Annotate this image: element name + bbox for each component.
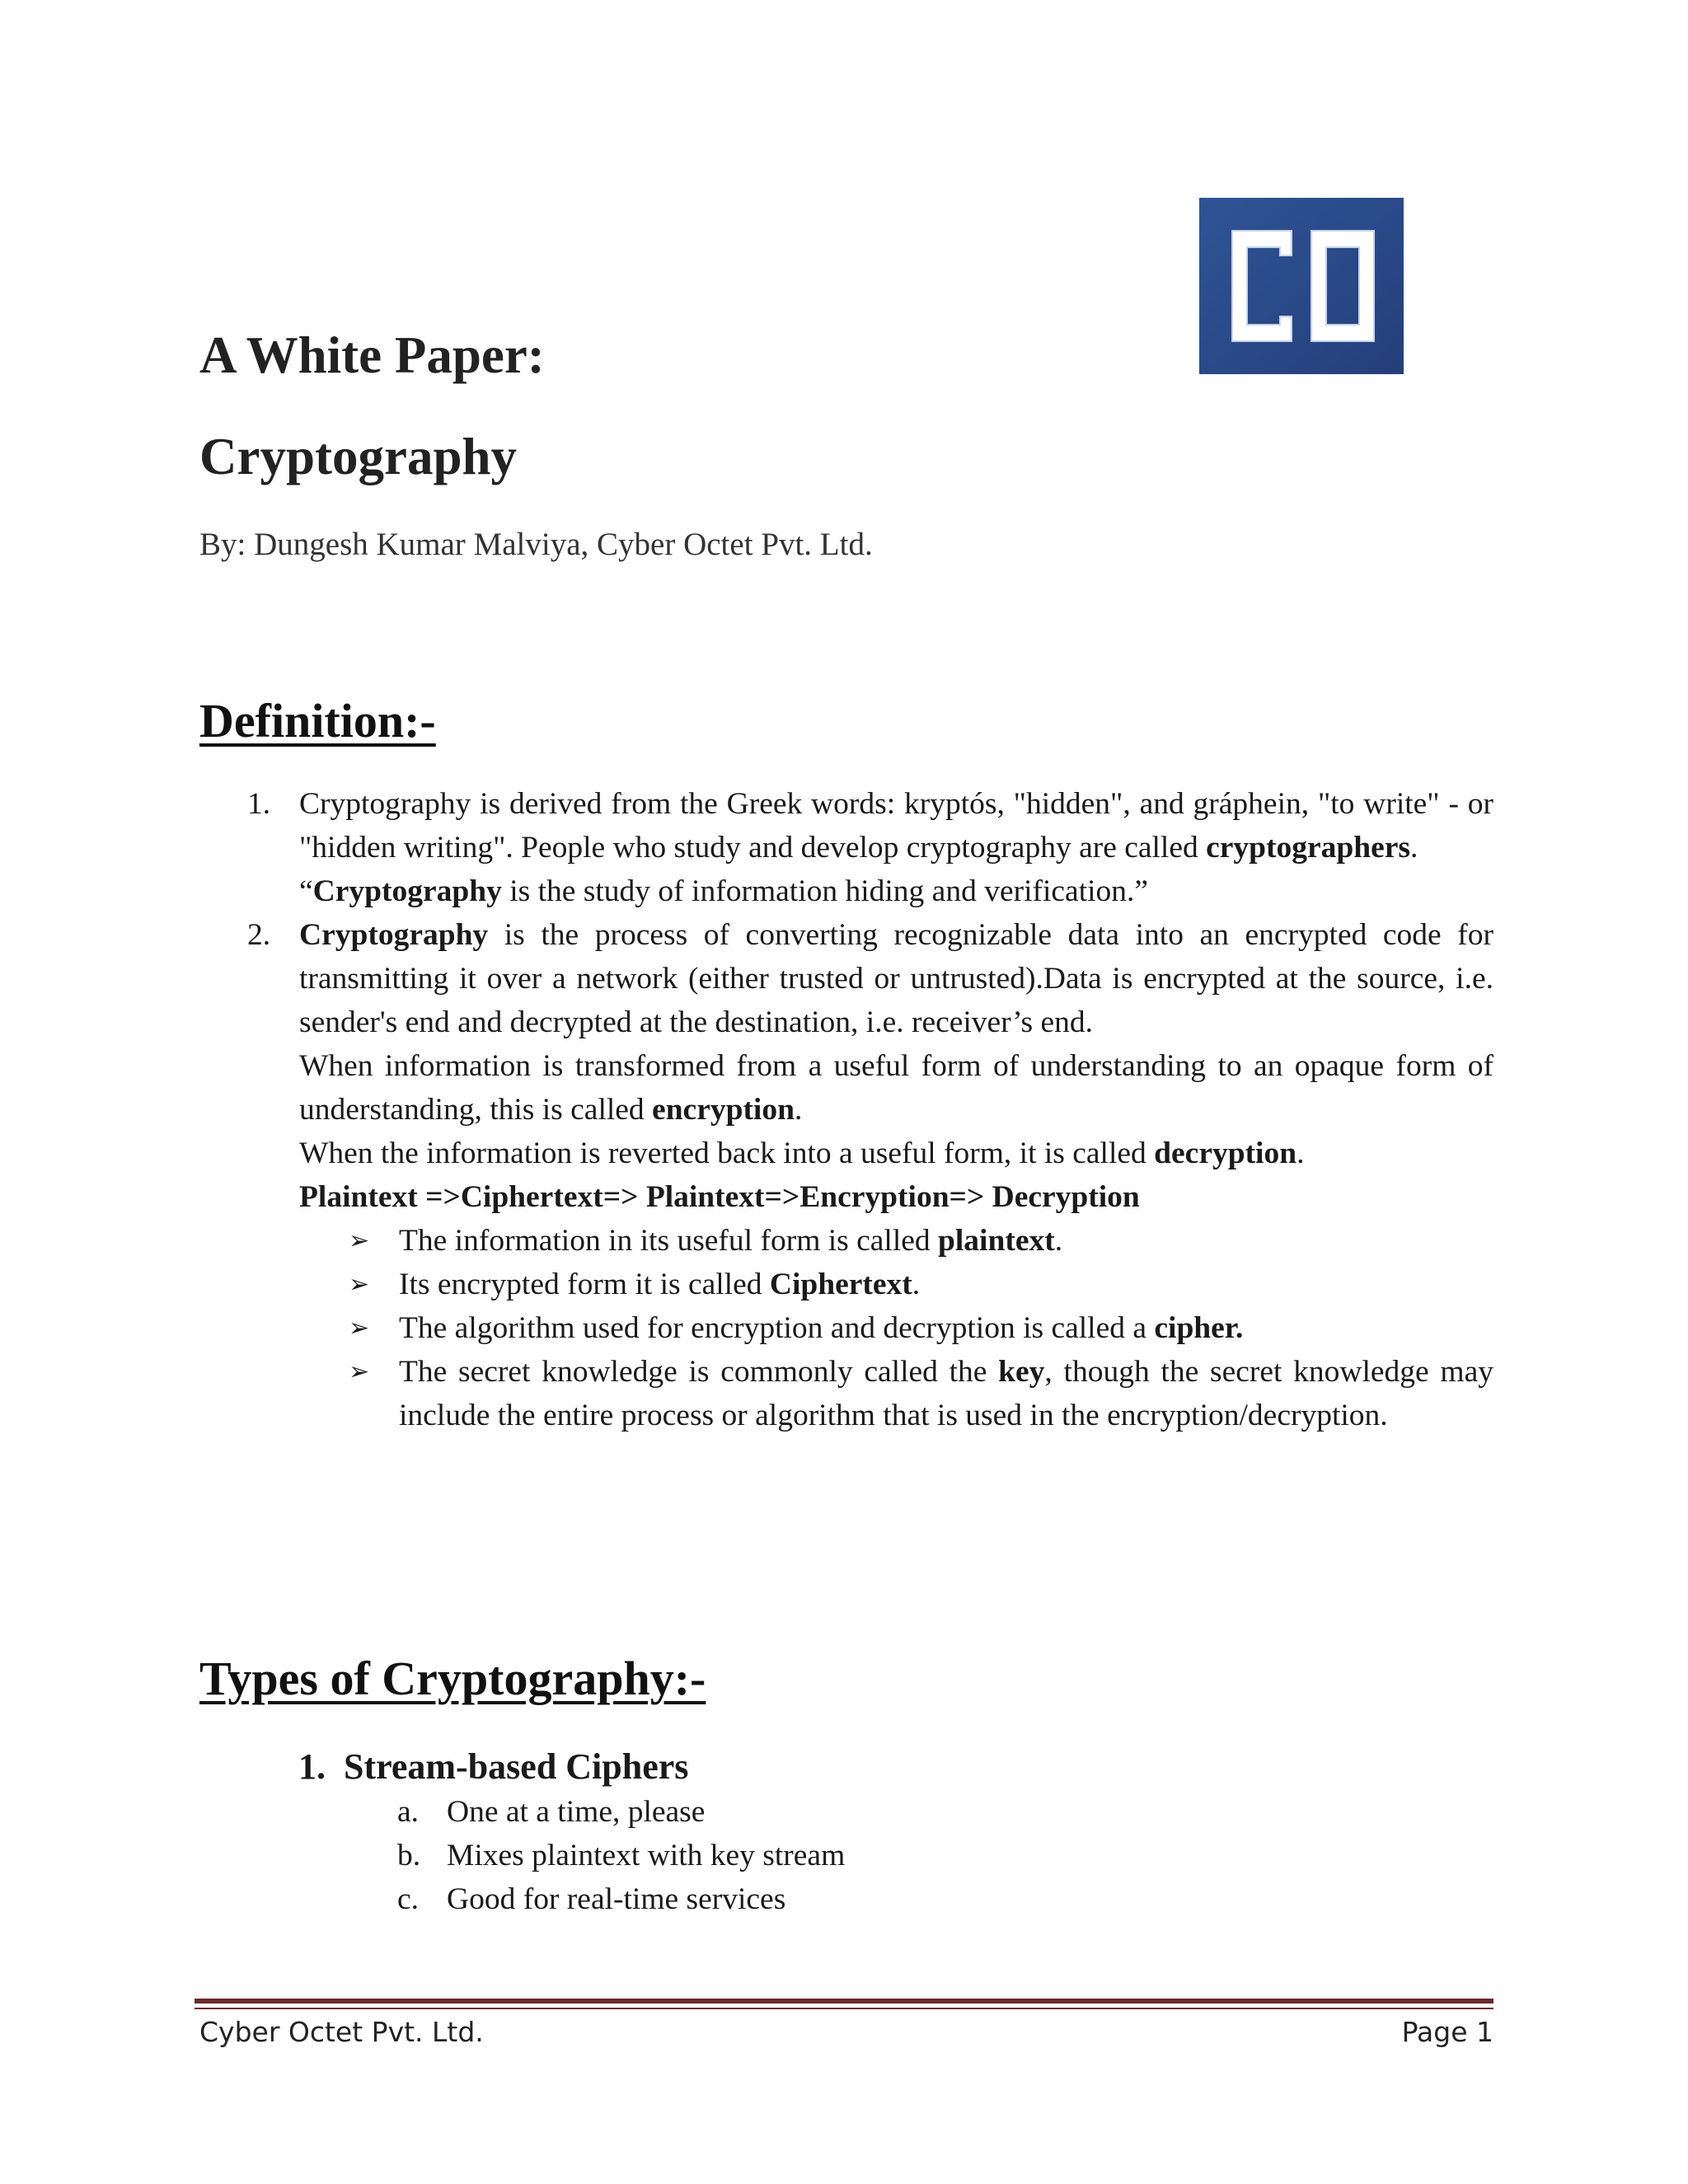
definition-item-1: [199, 782, 1493, 913]
bold-term: cipher.: [1154, 1311, 1244, 1345]
bullet-list: [299, 1219, 1493, 1437]
bullet-item-2: [299, 1263, 1493, 1306]
sub-text: One at a time, please: [447, 1795, 706, 1829]
definition-quote: [299, 869, 1493, 913]
arrow-bullet-icon: ➢: [349, 1270, 370, 1299]
bullet-text: The information in its useful form is called: [399, 1224, 939, 1258]
page-number: Page 1: [1401, 2016, 1493, 2048]
paragraph-text: When the information is reverted back into a useful form, it is called: [299, 1137, 1155, 1170]
types-item-title: [298, 1744, 1452, 1790]
author-byline: By: Dungesh Kumar Malviya, Cyber Octet Pvt. Ltd.: [199, 527, 873, 562]
sub-list: [298, 1790, 1452, 1921]
types-heading: Types of Cryptography:-: [199, 1652, 706, 1705]
bullet-text: , though the secret knowledge may include the entire process or algorithm that is used in the encryption/decryption.: [399, 1355, 1493, 1432]
encryption-paragraph: [299, 1044, 1493, 1132]
arrow-bullet-icon: ➢: [349, 1314, 370, 1343]
sub-item-a: [298, 1790, 1452, 1834]
bold-term: decryption: [1154, 1137, 1297, 1170]
sub-item-c: [298, 1877, 1452, 1921]
punctuation: .: [1296, 1137, 1305, 1170]
decryption-paragraph: [299, 1132, 1493, 1175]
list-number: 1.: [298, 1746, 326, 1787]
paper-title-line1: A White Paper:: [199, 326, 545, 384]
bold-term: Ciphertext: [769, 1268, 912, 1301]
definition-list: [199, 782, 1493, 1437]
bold-term: plaintext: [938, 1224, 1055, 1258]
paragraph-text: When information is transformed from a useful form of understanding to an opaque form of understanding, this is called: [299, 1049, 1493, 1127]
punctuation: .: [1054, 1224, 1063, 1258]
list-number: 1.: [247, 787, 271, 821]
footer-company: Cyber Octet Pvt. Ltd.: [199, 2016, 484, 2048]
paragraph-text: is the process of converting recognizable data into an encrypted code for transmitting it over a network (either trusted or untrusted).Data is encrypted at the source, i.e. sender's end and decrypted at the destination, i.e. receiver’s end.: [299, 918, 1493, 1039]
bullet-item-3: [299, 1306, 1493, 1350]
item-title-text: Stream-based Ciphers: [344, 1746, 689, 1787]
paragraph-text: Cryptography is derived from the Greek words: kryptós, "hidden", and gráphein, "to write" - or "hidden writing". People who study and develop cryptography are called: [299, 787, 1493, 865]
footer-divider-thin: [195, 2008, 1493, 2009]
sub-letter: a.: [397, 1795, 420, 1829]
bold-term: Cryptography: [312, 874, 502, 908]
bold-term: key: [998, 1355, 1045, 1389]
sub-text: Mixes plaintext with key stream: [447, 1839, 846, 1872]
paper-title-line2: Cryptography: [199, 428, 518, 485]
types-list: [298, 1744, 1452, 1921]
sub-text: Good for real-time services: [447, 1882, 786, 1916]
quote-text: is the study of information hiding and verification.”: [501, 874, 1149, 908]
punctuation: .: [1410, 831, 1418, 865]
process-paragraph: [299, 913, 1493, 1044]
arrow-bullet-icon: ➢: [349, 1226, 370, 1255]
punctuation: .: [794, 1093, 803, 1127]
arrow-bullet-icon: ➢: [349, 1357, 370, 1386]
definition-heading: Definition:-: [199, 694, 436, 748]
bullet-text: The algorithm used for encryption and decryption is called a: [399, 1311, 1155, 1345]
bold-term: Cryptography: [299, 918, 489, 952]
punctuation: .: [912, 1268, 921, 1301]
bold-term: encryption: [652, 1093, 795, 1127]
bullet-item-1: [299, 1219, 1493, 1263]
quote-mark: “: [299, 874, 313, 908]
definition-item-2: [199, 913, 1493, 1437]
flow-line: [299, 1175, 1493, 1219]
bold-term: cryptographers: [1206, 831, 1410, 865]
bullet-item-4: [299, 1350, 1493, 1437]
definition-paragraph: [299, 782, 1493, 869]
sub-letter: c.: [397, 1882, 420, 1916]
types-item-1: [298, 1744, 1452, 1921]
footer-divider: [195, 1999, 1493, 2004]
bullet-text: Its encrypted form it is called: [399, 1268, 770, 1301]
list-number: 2.: [247, 918, 271, 952]
bullet-text: The secret knowledge is commonly called the: [399, 1355, 999, 1389]
flow-text: Plaintext =>Ciphertext=> Plaintext=>Encryption=> Decryption: [299, 1180, 1140, 1214]
sub-letter: b.: [397, 1839, 421, 1872]
sub-item-b: [298, 1834, 1452, 1877]
cyber-octet-logo: [1199, 198, 1404, 374]
